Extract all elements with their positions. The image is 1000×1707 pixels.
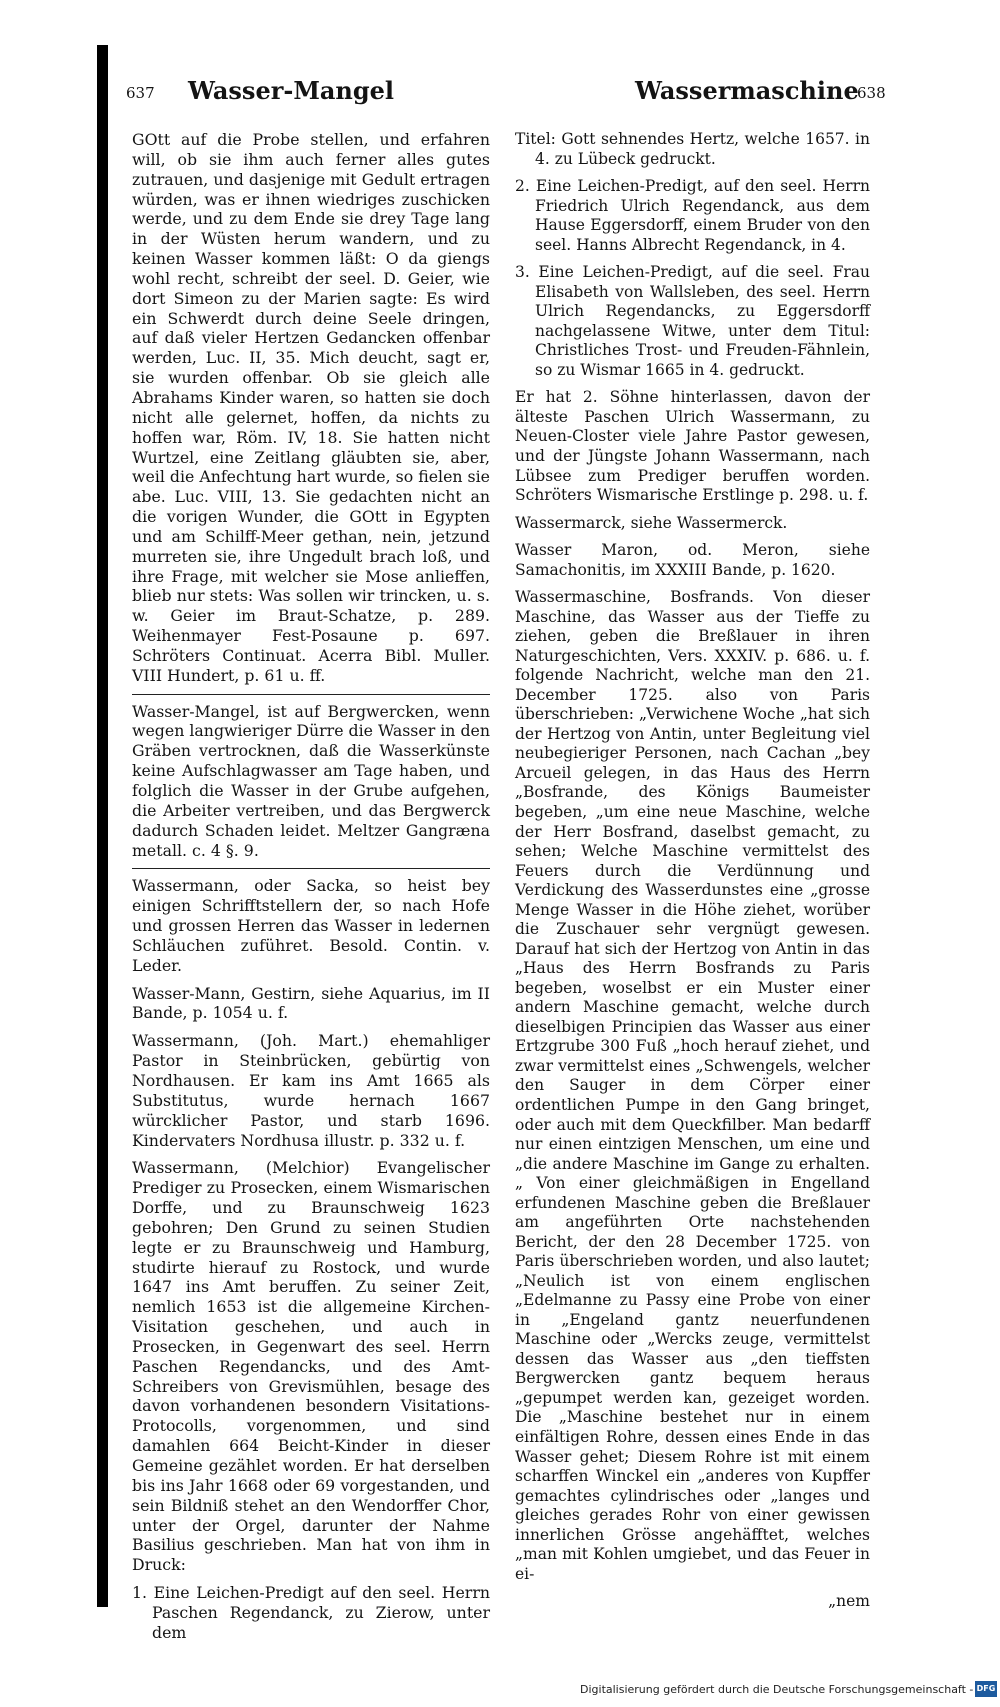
paragraph-sons: Er hat 2. Söhne hinterlassen, davon der älteste Paschen Ulrich Wassermann, zu Neuen-Closter viele Jahre Pastor gewesen, und der Jüngste Johann Wassermann, nach Lübsee zum Prediger beruffen worden. Schröters Wismarische Erstlinge p. 298. u. f.	[515, 388, 870, 505]
right-page-number: 638	[857, 84, 886, 102]
entry-wasser-mangel: Wasser-Mangel, ist auf Bergwercken, wenn wegen langwieriger Dürre die Wasser in den Gräben vertrocknen, daß die Wasserkünste keine Aufschlagwasser am Tage haben, und folglich die Wasser in der Grube aufgehen, die Arbeiter vertreiben, und das Bergwerck dadurch Schaden leidet. Meltzer Gangræna metall. c. 4 §. 9.	[132, 701, 490, 860]
entry-wassermaschine: Wassermaschine, Bosfrands. Von dieser Maschine, das Wasser aus der Tieffe zu ziehen, geben die Breßlauer in ihren Naturgeschichten, Vers. XXXIV. p. 686. u. f. folgende Nachricht, welche man den 21. December 1725. also von Paris überschrieben: „Verwichene Woche „hat sich der Hertzog von Antin, unter Begleitung viel neubegieriger Personen, nach Cachan „bey Arcueil gelegen, in das Haus des Herrn „Bosfrande, des Königs Baumeister begeben, „um eine neue Maschine, welche der Herr Bosfrand, daselbst gemacht, zu sehen; Welche Maschine vermittelst des Feuers durch die Verdünnung und Verdickung des Wasserdunstes eine „grosse Menge Wasser in die Höhe ziehet, worüber die Zuschauer sehr vergnügt gewesen. Darauf hat sich der Hertzog von Antin in das „Haus des Herrn Bosfrands zu Paris begeben, woselbst er ein Muster einer andern Maschine gemacht, welche durch dieselbigen Principien das Wasser aus einer Ertzgrube 300 Fuß „hoch herauf ziehet, und zwar vermittelst eines „Schwengels, welcher den Sauger in dem Cörper einer ordentlichen Pumpe in den Gang bringet, oder auch mit dem Queckfilber. Man bedarff nur einen eintzigen Menschen, um eine und „die andere Maschine im Gange zu erhalten.„ Von einer gleichmäßigen in Engelland erfundenen Maschine geben die Breßlauer am angeführten Orte nachstehenden Bericht, der den 28 December 1725. von Paris überschrieben worden, und also lautet; „Neulich ist von einem englischen „Edelmanne zu Passy eine Probe von einer in „Engeland gantz neuerfundenen Maschine oder „Wercks zeuge, vermittelst dessen das Wasser aus „den tieffsten Bergwercken gantz bequem heraus „gepumpet werden kan, gezeiget worden. Die „Maschine bestehet nur in einem einfältigen Rohre, dessen eines Ende in das Wasser gehet; Diesem Rohre ist mit einem scharffen Winckel ein „anderes von Kupffer gemachtes cylindrisches oder „langes und gleiches gerades Rohr von einer gewissen innerlichen Grösse angehäfftet, welches „man mit Kohlen umgiebet, und das Feuer in ei-	[515, 588, 870, 1583]
entry-divider	[132, 868, 490, 869]
entry-wassermann-melchior: Wassermann, (Melchior) Evangelischer Prediger zu Prosecken, einem Wismarischen Dorffe, und zu Braunschweig 1623 gebohren; Den Grund zu seinen Studien legte er zu Braunschweig und Hamburg, studirte hierauf zu Rostock, und wurde 1647 ins Amt beruffen. Zu seiner Zeit, nemlich 1653 ist die allgemeine Kirchen-Visitation geschehen, und auch in Prosecken, in Gegenwart des seel. Herrn Paschen Regendancks, und des Amt-Schreibers von Grevismühlen, besage des davon vorhandenen besondern Visitations-Protocolls, vorgenommen, und sind damahlen 664 Beicht-Kinder in dieser Gemeine gezählet worden. Er hat derselben bis ins Jahr 1668 oder 69 vorgestanden, und sein Bildniß stehet an den Wendorffer Chor, unter der Orgel, darunter der Nahme Basilius geschrieben. Man hat von ihm in Druck:	[132, 1158, 490, 1575]
digitization-credit: Digitalisierung gefördert durch die Deutsche Forschungsgemeinschaft -	[580, 1683, 974, 1696]
left-text-column	[132, 130, 490, 1651]
right-running-title: Wassermaschine	[635, 76, 859, 105]
print-list-item-1-continued: Titel: Gott sehnendes Hertz, welche 1657. in 4. zu Lübeck gedruckt.	[515, 130, 870, 168]
entry-wasser-mann-gestirn: Wasser-Mann, Gestirn, siehe Aquarius, im II Bande, p. 1054 u. f.	[132, 983, 490, 1023]
right-text-column	[515, 130, 870, 1620]
left-margin-rule	[97, 45, 108, 1607]
catchword: „nem	[828, 1592, 870, 1611]
print-list-item-3: 3. Eine Leichen-Predigt, auf die seel. Frau Elisabeth von Wallsleben, des seel. Herrn Ulrich Regendancks, zu Eggersdorff nachgelassene Witwe, unter dem Titul: Christliches Trost- und Freuden-Fähnlein, so zu Wismar 1665 in 4. gedruckt.	[515, 263, 870, 379]
paragraph-continuation: GOtt auf die Probe stellen, und erfahren will, ob sie ihm auch ferner alles gutes zutrauen, und dasjenige mit Gedult ertragen würden, was er ihnen wiedriges zuschicken werde, und zu dem Ende sie drey Tage lang in der Wüsten herum wandern, und zu keinen Wasser kommen läßt: O da giengs wohl recht, schreibt der seel. D. Geier, wie dort Simeon zu der Marien sagte: Es wird ein Schwerdt durch deine Seele dringen, auf daß vieler Hertzen Gedancken offenbar werden, Luc. II, 35. Mich deucht, sagt er, sie wurden offenbar. Ob sie gleich alle Abrahams Kinder waren, so hatten sie doch nicht alle gelernet, hoffen, da nichts zu hoffen war, Röm. IV, 18. Sie hatten nicht Wurtzel, eine Zeitlang gläubten sie, aber, weil die Anfechtung hart wurde, so fielen sie abe. Luc. VIII, 13. Sie gedachten nicht an die vorigen Wunder, die GOtt in Egypten und am Schilff-Meer gethan, nein, jetzund murreten sie, ihre Ungedult brach loß, und ihre Frage, mit welcher sie Mose anlieffen, blieb nur stets: Was sollen wir trincken, u. s. w. Geier im Braut-Schatze, p. 289. Weihenmayer Fest-Posaune p. 697. Schröters Continuat. Acerra Bibl. Muller. VIII Hundert, p. 61 u. ff.	[132, 130, 490, 685]
entry-wassermann-joh-mart: Wassermann, (Joh. Mart.) ehemahliger Pastor in Steinbrücken, gebürtig von Nordhausen. Er kam ins Amt 1665 als Substitutus, wurde hernach 1667 würcklicher Pastor, und starb 1696. Kindervaters Nordhusa illustr. p. 332 u. f.	[132, 1031, 490, 1150]
left-running-title: Wasser-Mangel	[188, 76, 395, 105]
dfg-logo: DFG	[975, 1681, 997, 1697]
print-list-item-1: 1. Eine Leichen-Predigt auf den seel. Herrn Paschen Regendanck, zu Zierow, unter dem	[132, 1583, 490, 1642]
entry-wassermann-sacka: Wassermann, oder Sacka, so heist bey einigen Schrifftstellern der, so nach Hofe und grossen Herren das Wasser in ledernen Schläuchen zuführet. Besold. Contin. v. Leder.	[132, 876, 490, 975]
left-page-number: 637	[126, 84, 155, 102]
print-list-item-2: 2. Eine Leichen-Predigt, auf den seel. Herrn Friedrich Ulrich Regendanck, aus dem Hause Eggersdorff, einem Bruder von den seel. Hanns Albrecht Regendanck, in 4.	[515, 177, 870, 254]
entry-wasser-maron: Wasser Maron, od. Meron, siehe Samachonitis, im XXXIII Bande, p. 1620.	[515, 541, 870, 579]
entry-wassermarck: Wassermarck, siehe Wassermerck.	[515, 513, 788, 532]
entry-divider	[132, 694, 490, 695]
